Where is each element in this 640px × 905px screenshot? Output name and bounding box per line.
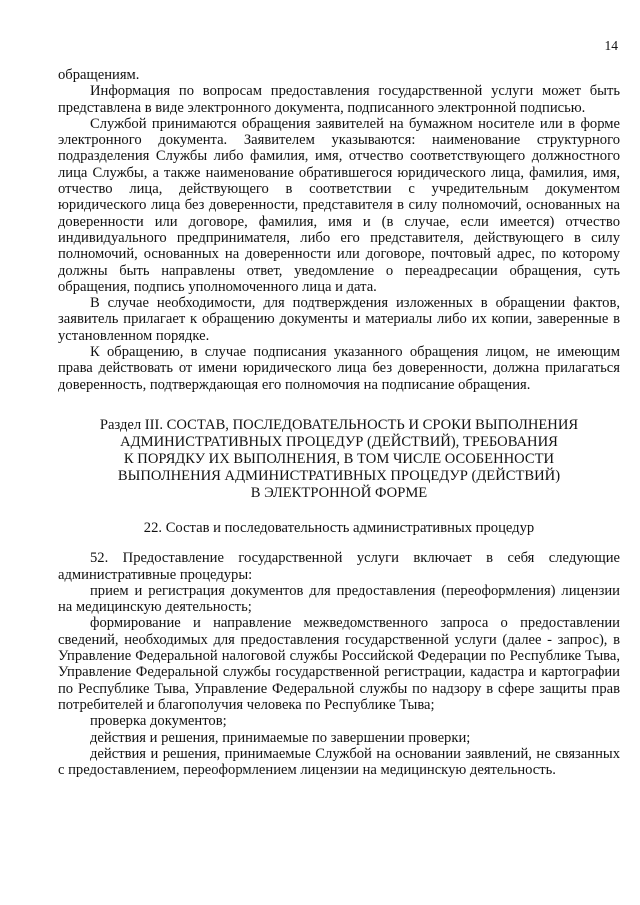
paragraph: 52. Предоставление государственной услуги включает в себя следующие административные процедуры: [58, 550, 620, 583]
paragraphs-after [58, 550, 620, 778]
paragraphs-before [58, 67, 620, 393]
paragraph: действия и решения, принимаемые Службой на основании заявлений, не связанных с предоставлением, переоформлением лицензии на медицинскую деятельность. [58, 745, 620, 779]
section-heading-line: К ПОРЯДКУ ИХ ВЫПОЛНЕНИЯ, В ТОМ ЧИСЛЕ ОСОБЕННОСТИ [123, 450, 555, 467]
document-body [58, 67, 620, 778]
section-heading-line: ВЫПОЛНЕНИЯ АДМИНИСТРАТИВНЫХ ПРОЦЕДУР (ДЕЙСТВИЙ) [117, 467, 561, 484]
paragraph: прием и регистрация документов для предоставления (переоформления) лицензии на медицинскую деятельность; [58, 582, 620, 616]
paragraph: действия и решения, принимаемые по завершении проверки; [90, 729, 471, 746]
section-heading [58, 417, 620, 502]
paragraph: К обращению, в случае подписания указанного обращения лицом, не имеющим права действовать от имени юридического лица без доверенности, должна прилагаться доверенность, подтверждающая его полномочия на подписание обращения. [58, 344, 620, 393]
paragraph: проверка документов; [90, 713, 227, 730]
paragraph: обращениям. [58, 67, 140, 83]
section-heading-line: АДМИНИСТРАТИВНЫХ ПРОЦЕДУР (ДЕЙСТВИЙ), ТРЕБОВАНИЯ [120, 433, 558, 450]
page-number: 14 [604, 38, 618, 53]
paragraph: В случае необходимости, для подтверждения изложенных в обращении фактов, заявитель прилагает к обращению документы и материалы либо их копии, заверенные в установленном порядке. [58, 295, 620, 344]
paragraph: Службой принимаются обращения заявителей на бумажном носителе или в форме электронного документа. Заявителем указываются: наименование структурного подразделения Службы либо фамилия, имя, отчество соответствующего должностного лица Службы, а также наименование обратившегося юридического лица, фамилия, имя, отчество лица, действующего в соответствии с учредительным документом юридического лица без доверенности, представителя в силу полномочий, основанных на доверенности или договоре, фамилия, имя и (в случае, если имеется) отчество индивидуального предпринимателя, либо его представителя, действующего в силу полномочий, основанных на доверенности или договоре, почтовый адрес, по которому должны быть направлены ответ, уведомление о переадресации обращения, суть обращения, подпись уполномоченного лица и дата. [58, 115, 620, 295]
subsection-heading: 22. Состав и последовательность административных процедур [143, 519, 535, 536]
paragraph: формирование и направление межведомственного запроса о предоставлении сведений, необходимых для предоставления государственной услуги (далее - запрос), в Управление Федеральной налоговой службы Российской Федерации по Республике Тыва, Управление Федеральной службы государственной регистрации, кадастра и картографии по Республике Тыва, Управление Федеральной службы по надзору в сфере защиты прав потребителей и благополучия человека по Республике Тыва; [58, 615, 620, 713]
paragraph: Информация по вопросам предоставления государственной услуги может быть представлена в виде электронного документа, подписанного электронной подписью. [58, 83, 620, 116]
section-heading-line: Раздел III. СОСТАВ, ПОСЛЕДОВАТЕЛЬНОСТЬ И СРОКИ ВЫПОЛНЕНИЯ [99, 416, 579, 433]
section-heading-line: В ЭЛЕКТРОННОЙ ФОРМЕ [250, 484, 428, 501]
